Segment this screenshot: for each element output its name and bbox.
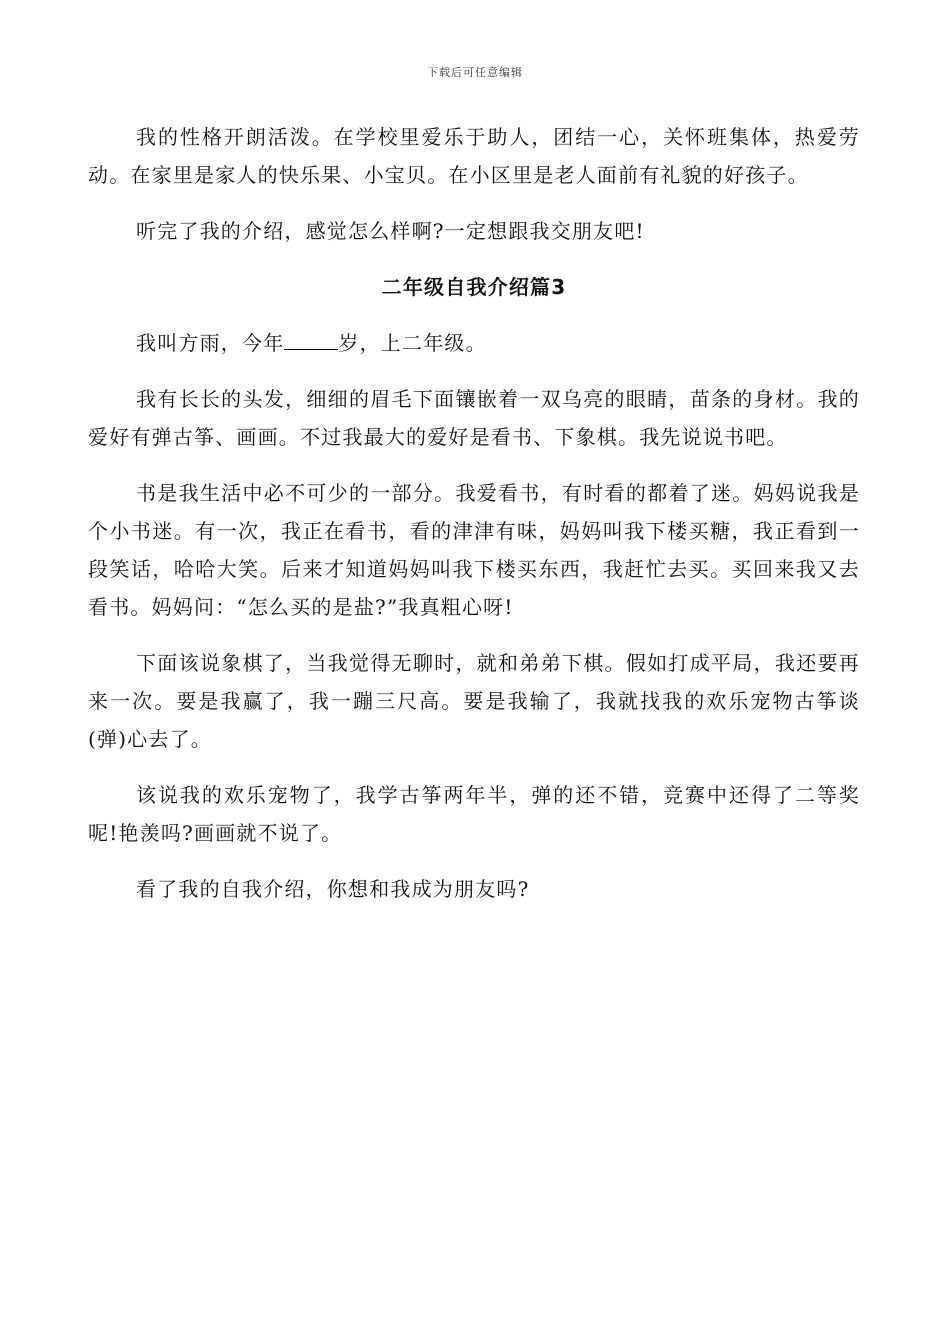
intro-paragraph bbox=[88, 324, 860, 362]
section-heading: 二年级自我介绍篇3 bbox=[381, 275, 567, 299]
paragraph: 看了我的自我介绍，你想和我成为朋友吗? bbox=[136, 877, 530, 901]
paragraph: 下面该说象棋了，当我觉得无聊时，就和弟弟下棋。假如打成平局，我还要再来一次。要是我赢了，我一蹦三尺高。要是我输了，我就找我的欢乐宠物古筝谈(弹)心去了。 bbox=[88, 651, 860, 751]
paragraph: 书是我生活中必不可少的一部分。我爱看书，有时看的都着了迷。妈妈说我是个小书迷。有一次，我正在看书，看的津津有味，妈妈叫我下楼买糖，我正看到一段笑话，哈哈大笑。后来才知道妈妈叫我下楼买东西，我赶忙去买。买回来我又去看书。妈妈问：“怎么买的是盐?”我真粗心呀! bbox=[88, 481, 860, 619]
document-body bbox=[88, 118, 860, 926]
paragraph: 我有长长的头发，细细的眉毛下面镶嵌着一双乌亮的眼睛，苗条的身材。我的爱好有弹古筝、画画。不过我最大的爱好是看书、下象棋。我先说说书吧。 bbox=[88, 387, 860, 449]
intro-text-before-blank: 我叫方雨，今年 bbox=[136, 331, 285, 355]
paragraph: 我的性格开朗活泼。在学校里爱乐于助人，团结一心，关怀班集体，热爱劳动。在家里是家人的快乐果、小宝贝。在小区里是老人面前有礼貌的好孩子。 bbox=[88, 125, 860, 187]
paragraph: 听完了我的介绍，感觉怎么样啊?一定想跟我交朋友吧! bbox=[136, 219, 645, 243]
age-blank bbox=[284, 331, 338, 350]
header-note: 下载后可任意编辑 bbox=[427, 66, 523, 79]
paragraph: 该说我的欢乐宠物了，我学古筝两年半，弹的还不错，竞赛中还得了二等奖呢!艳羡吗?画画就不说了。 bbox=[88, 783, 860, 845]
intro-text-after-blank: 岁，上二年级。 bbox=[338, 331, 487, 355]
